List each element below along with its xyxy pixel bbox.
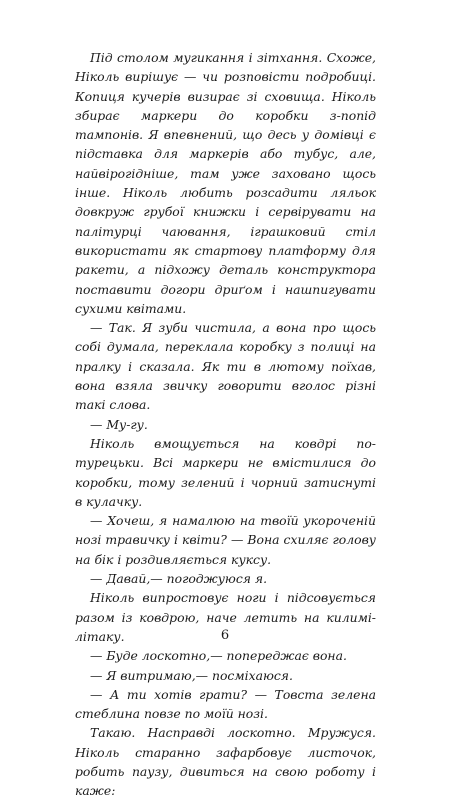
paragraph-8: — Буде лоскотно,— попереджає вона. <box>90 648 347 664</box>
paragraph-5: — Хочеш, я намалюю на твоїй укороченій нозі травичку і квіти? — Вона схиляє голову на бік і роздивляється куксу. <box>75 513 376 567</box>
paragraph-3: — Му-гу. <box>90 416 148 432</box>
paragraph-1: Під столом мугикання і зітхання. Схоже, Ніколь вирішує — чи розповісти подробиці. Копиця кучерів визирає зі сховища. Ніколь збирає маркери до коробки з-попід тампонів. Я впевнений, що десь у домівці є підставка для маркерів або тубус, але, найвірогідніше, там уже заховано щось інше. Ніколь любить розсадити ляльок довкруж грубої книжки і сервірувати на палітурці чаювання, іграшковий стіл використати як стартову платформу для ракети, а підхожу деталь конструктора поставити догори дриґом і нашпигувати сухими квітами. <box>75 50 376 316</box>
paragraph-2: — Так. Я зуби чистила, а вона про щось собі думала, переклала коробку з полиці на пралку і сказала. Як ти в лютому поїхав, вона взяла звичку говорити вголос різні такі слова. <box>75 320 376 413</box>
paragraph-4: Ніколь вмощується на ковдрі по-турецьки. Всі маркери не вмістилися до коробки, тому зелений і чорний затиснуті в кулачку. <box>75 435 376 509</box>
paragraph-9: — Я витримаю,— посміхаюся. <box>90 667 293 683</box>
paragraph-10: — А ти хотів грати? — Товста зелена стеблина повзе по моїй нозі. <box>75 686 376 722</box>
paragraph-11: Такаю. Насправді лоскотно. Мружуся. Ніколь старанно зафарбовує листочок, робить паузу, дивиться на свою роботу і каже: <box>75 725 376 799</box>
page-number: 6 <box>220 628 230 643</box>
paragraph-7: Ніколь випростовує ноги і підсовується разом із ковдрою, наче летить на килимі-літаку. <box>75 590 376 644</box>
page-body-text <box>75 48 376 801</box>
paragraph-6: — Давай,— погоджуюся я. <box>90 571 268 587</box>
